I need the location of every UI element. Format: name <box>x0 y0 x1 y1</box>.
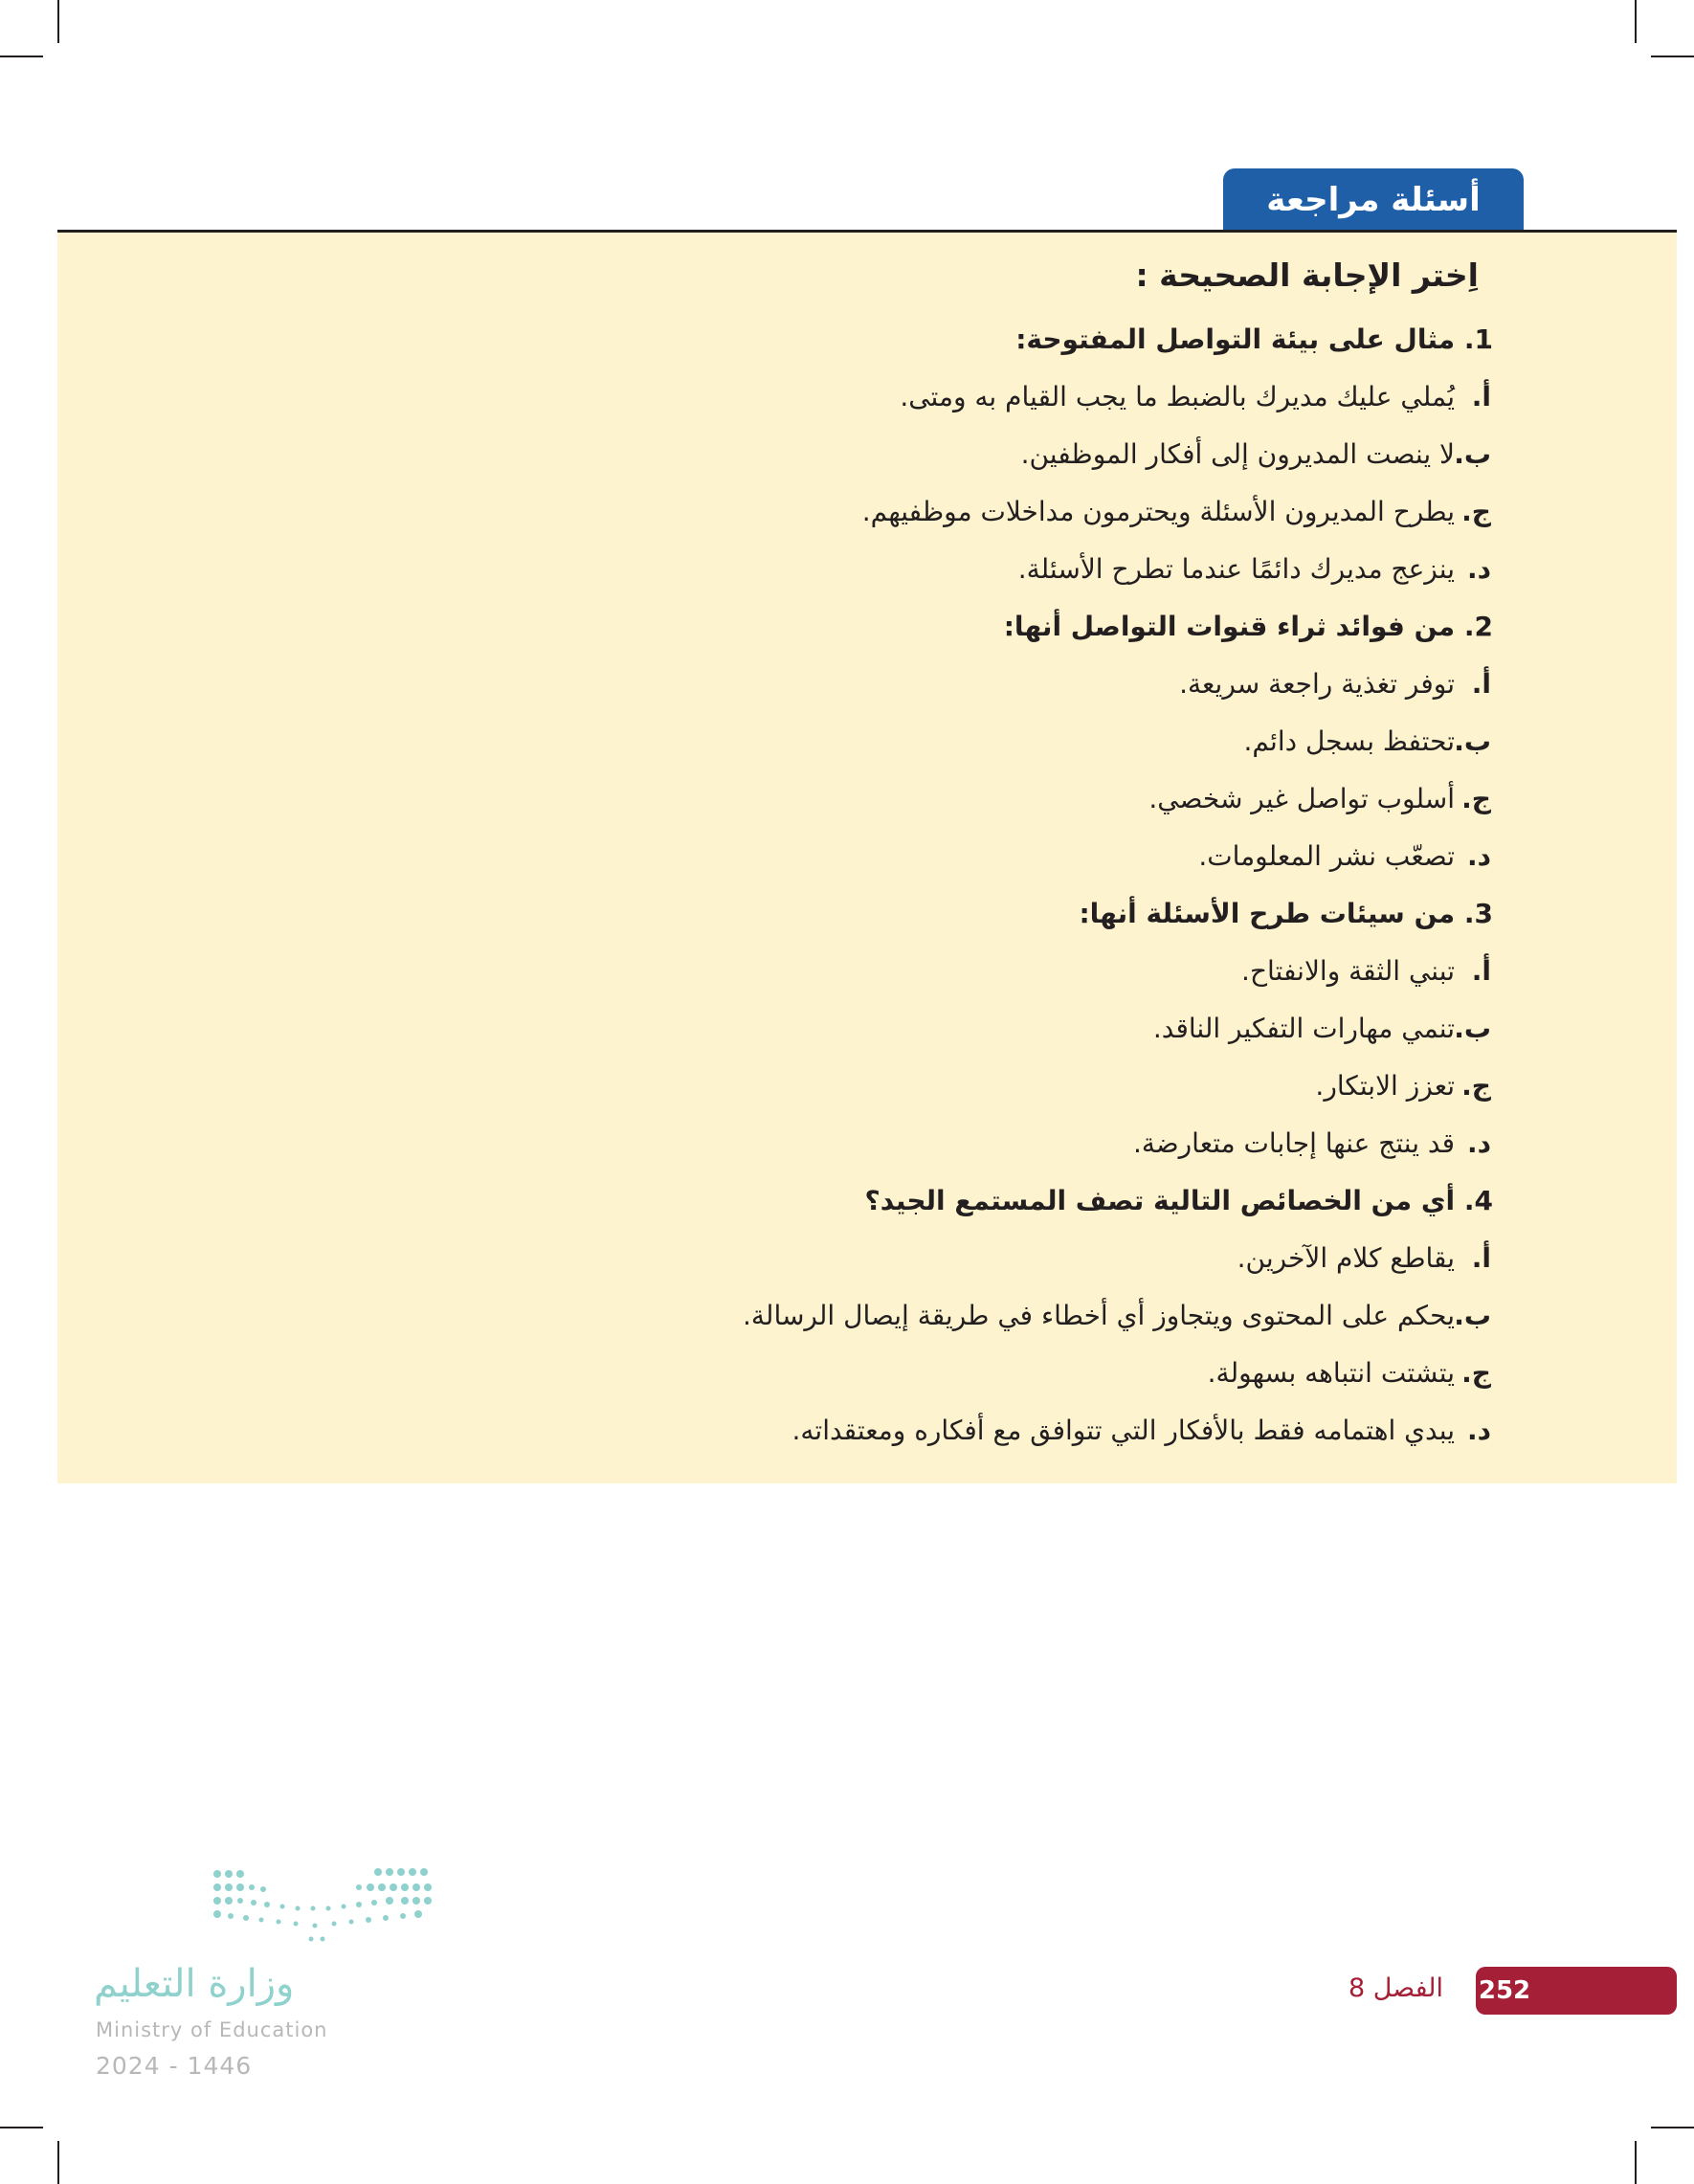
option-3d <box>1133 1127 1491 1159</box>
option-2b <box>1244 725 1492 757</box>
option-4d <box>792 1415 1492 1446</box>
ministry-logo-year: 2024 - 1446 <box>96 2052 253 2080</box>
option-1b <box>1021 438 1491 470</box>
option-text: يُملي عليك مديرك بالضبط ما يجب القيام به ومتى. <box>900 381 1455 412</box>
crop-mark <box>57 0 59 43</box>
option-1c <box>862 496 1491 527</box>
option-text: يطرح المديرون الأسئلة ويحترمون مداخلات موظفيهم. <box>861 496 1455 527</box>
option-3a <box>1241 955 1491 987</box>
option-2a <box>1179 668 1491 700</box>
option-text: يتشتت انتباهه بسهولة. <box>1207 1357 1455 1389</box>
option-text: تحتفظ بسجل دائم. <box>1243 725 1455 757</box>
option-letter: أ. <box>1471 955 1491 987</box>
crop-mark <box>1651 56 1694 57</box>
crop-mark <box>1651 2127 1694 2128</box>
section-header-tab <box>1223 168 1524 232</box>
section-title: أسئلة مراجعة <box>1266 181 1481 219</box>
option-letter: أ. <box>1471 668 1491 700</box>
option-letter: أ. <box>1471 381 1491 412</box>
option-letter: ج. <box>1461 496 1491 527</box>
option-letter: ب. <box>1454 438 1491 470</box>
option-text: يقاطع كلام الآخرين. <box>1237 1242 1455 1274</box>
option-letter: ج. <box>1461 783 1491 814</box>
option-letter: د. <box>1466 1415 1491 1446</box>
option-4c <box>1208 1357 1491 1389</box>
option-text: يحكم على المحتوى ويتجاوز أي أخطاء في طريقة إيصال الرسالة. <box>743 1300 1455 1331</box>
option-4a <box>1237 1242 1491 1274</box>
option-4b <box>743 1300 1491 1331</box>
crop-mark <box>0 56 43 57</box>
option-letter: أ. <box>1471 1242 1491 1274</box>
ministry-logo-english: Ministry of Education <box>96 2018 328 2041</box>
option-text: تبني الثقة والانفتاح. <box>1241 955 1455 987</box>
option-1d <box>1018 553 1491 585</box>
option-text: تعزز الابتكار. <box>1315 1070 1455 1102</box>
crop-mark <box>0 2127 43 2128</box>
option-text: توفر تغذية راجعة سريعة. <box>1179 668 1455 700</box>
option-2d <box>1198 840 1491 872</box>
option-text: ينزعج مديرك دائمًا عندما تطرح الأسئلة. <box>1017 553 1455 585</box>
option-2c <box>1148 783 1491 814</box>
option-letter: د. <box>1466 553 1491 585</box>
option-1a <box>900 381 1491 412</box>
option-3c <box>1315 1070 1491 1102</box>
option-text: تصعّب نشر المعلومات. <box>1198 840 1455 872</box>
option-text: لا ينصت المديرون إلى أفكار الموظفين. <box>1020 438 1455 470</box>
page-number: 252 <box>1478 1976 1531 2005</box>
option-letter: د. <box>1466 1127 1491 1159</box>
ministry-logo-dots <box>206 1866 455 1952</box>
option-letter: د. <box>1466 840 1491 872</box>
option-text: تنمي مهارات التفكير الناقد. <box>1152 1013 1455 1044</box>
crop-mark <box>1635 0 1637 43</box>
instruction-text: اِختر الإجابة الصحيحة : <box>1135 256 1479 294</box>
question-3: 3. من سيئات طرح الأسئلة أنها: <box>1079 898 1493 929</box>
question-2: 2. من فوائد ثراء قنوات التواصل أنها: <box>1003 611 1493 642</box>
option-letter: ج. <box>1461 1070 1491 1102</box>
question-4: 4. أي من الخصائص التالية تصف المستمع الجيد؟ <box>864 1185 1493 1216</box>
option-text: أسلوب تواصل غير شخصي. <box>1148 783 1455 814</box>
crop-mark <box>57 2141 59 2184</box>
chapter-label: الفصل 8 <box>1348 1973 1443 2003</box>
question-1: 1. مثال على بيئة التواصل المفتوحة: <box>1015 323 1493 355</box>
option-letter: ب. <box>1454 1300 1491 1331</box>
option-letter: ب. <box>1454 1013 1491 1044</box>
option-letter: ب. <box>1454 725 1491 757</box>
option-text: يبدي اهتمامه فقط بالأفكار التي تتوافق مع أفكاره ومعتقداته. <box>791 1415 1455 1446</box>
option-3b <box>1153 1013 1491 1044</box>
crop-mark <box>1635 2141 1637 2184</box>
option-text: قد ينتج عنها إجابات متعارضة. <box>1132 1127 1455 1159</box>
ministry-logo-arabic: وزارة التعليم <box>94 1962 295 2006</box>
option-letter: ج. <box>1461 1357 1491 1389</box>
